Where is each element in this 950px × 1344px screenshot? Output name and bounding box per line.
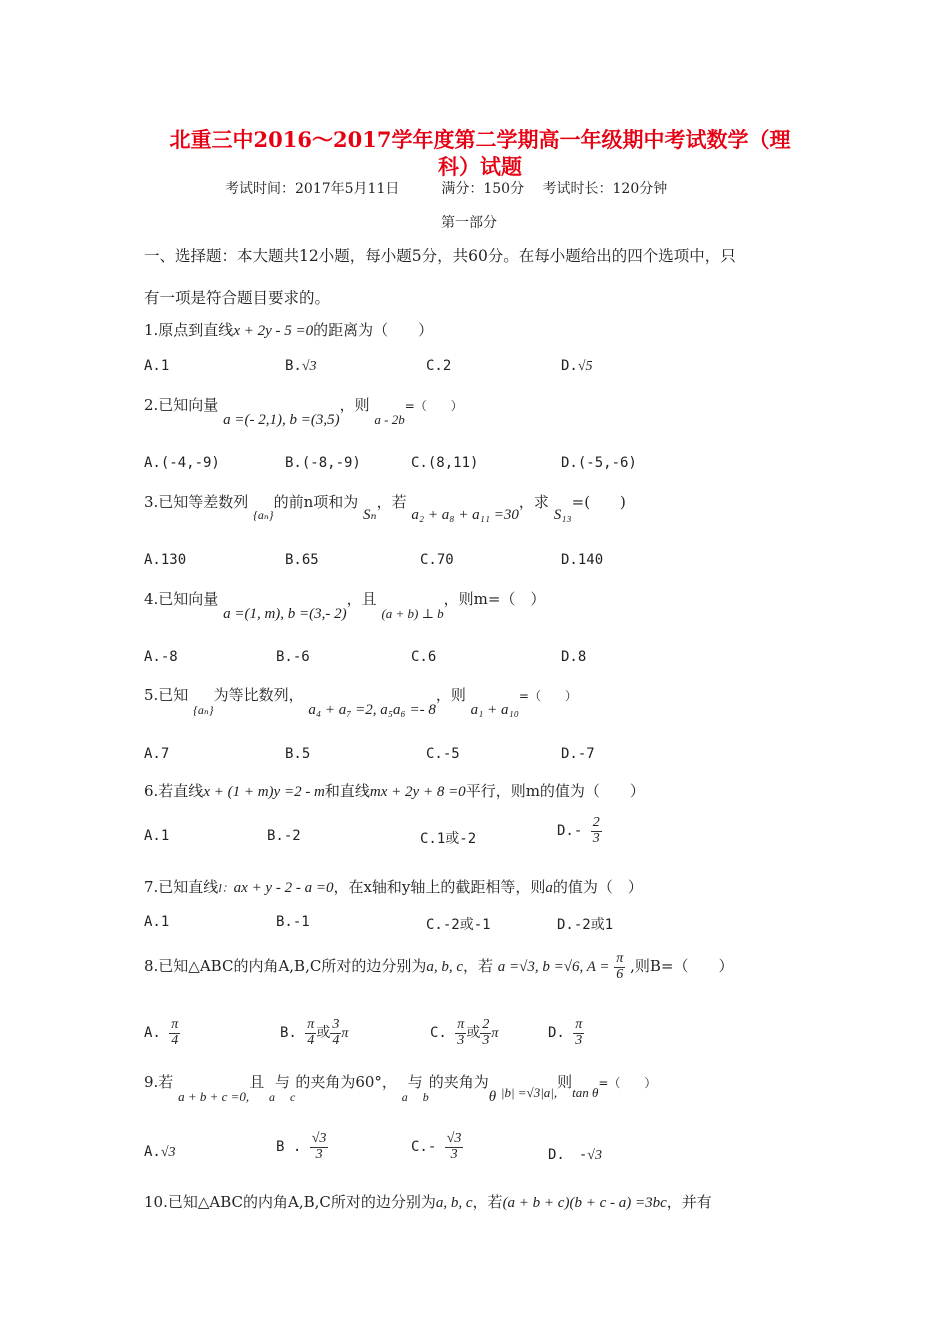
math-expression: a - 2b <box>374 412 405 427</box>
question-mid: ，若 <box>472 1193 503 1211</box>
option-value: √3 <box>301 359 317 374</box>
question-mid: 则 <box>557 1073 573 1091</box>
denominator: 3 <box>592 830 600 846</box>
option-a: A.1 <box>144 828 170 844</box>
question-mid: ，若 <box>463 957 494 976</box>
option-d <box>548 1144 602 1164</box>
denominator: 6 <box>616 966 624 982</box>
question-6 <box>144 780 645 801</box>
numerator: √3 <box>446 1131 462 1146</box>
option-letter: B . <box>276 1139 302 1156</box>
sum-symbol: S₁₃ <box>553 507 572 523</box>
option-a: A.1 <box>144 358 170 374</box>
question-stem: 9.若 <box>144 1073 174 1091</box>
option-c: C.-2或-1 <box>426 917 491 933</box>
question-tail: ，并有 <box>666 1193 712 1211</box>
denominator: 3 <box>482 1032 490 1048</box>
option-c: C.1或-2 <box>420 831 477 847</box>
denominator: 4 <box>171 1032 179 1048</box>
question-stem: 8.已知△ABC的内角A,B,C所对的边分别为 <box>144 957 427 976</box>
option-d: D.8 <box>561 649 587 665</box>
question-mid: 为等比数列， <box>213 686 304 704</box>
math-symbols: a, b, c <box>426 959 463 976</box>
option-a: A.(-4,-9) <box>144 455 220 471</box>
denominator: 3 <box>315 1146 323 1162</box>
option-letter: D. <box>548 1025 565 1042</box>
option-letter: B. <box>280 1025 297 1042</box>
fraction <box>614 952 625 982</box>
question-mid: 与 <box>274 1073 290 1091</box>
fraction <box>573 1018 584 1048</box>
pi-symbol: π <box>491 1026 499 1042</box>
question-mid: ，则 <box>435 686 466 704</box>
exam-title-line1: 北重三中2016～2017学年度第二学期高一年级期中考试数学（理 <box>169 127 791 152</box>
math-expression: a =(1, m), b =(3,- 2) <box>223 606 347 622</box>
option-b: B.5 <box>285 746 311 762</box>
question-tail: =( ) <box>571 493 626 511</box>
option-d <box>548 1018 584 1048</box>
option-letter: C. <box>430 1025 447 1042</box>
exam-title-line2: 科）试题 <box>438 154 522 179</box>
question-mid: 与 <box>407 1073 423 1091</box>
option-value: √5 <box>577 359 593 374</box>
question-3 <box>144 491 626 523</box>
question-stem: 3.已知等差数列 <box>144 493 249 511</box>
numerator: 2 <box>592 815 600 830</box>
math-expression: a =(- 2,1), b =(3,5) <box>223 412 340 428</box>
math-expression: ax + y - 2 - a =0 <box>233 880 334 896</box>
option-c <box>411 1132 463 1162</box>
question-stem: 7.已知直线 <box>144 878 219 896</box>
fraction <box>330 1018 341 1048</box>
section-instructions-line1: 一、选择题：本大题共12小题，每小题5分，共60分。在每小题给出的四个选项中，只 <box>144 247 736 265</box>
numerator: π <box>457 1017 465 1032</box>
math-expression: tan θ <box>572 1085 599 1100</box>
option-d <box>561 358 593 375</box>
question-5 <box>144 684 577 718</box>
math-symbol: a <box>545 880 553 896</box>
option-a <box>144 1018 180 1048</box>
option-d: D.(-5,-6) <box>561 455 637 471</box>
fraction <box>445 1132 464 1162</box>
question-mid: 和直线 <box>324 782 370 800</box>
question-1 <box>144 319 433 340</box>
denominator: 4 <box>332 1032 340 1048</box>
question-tail: 的值为（ ） <box>552 878 643 896</box>
question-stem: 6.若直线 <box>144 782 204 800</box>
option-d <box>557 816 602 846</box>
question-tail: 的距离为（ ） <box>313 321 434 339</box>
line-symbol: l： <box>218 881 234 895</box>
option-a: A.-8 <box>144 649 178 665</box>
question-tail: =（ ） <box>598 1076 657 1090</box>
option-b: B.-2 <box>267 828 301 844</box>
pi-symbol: π <box>341 1026 349 1042</box>
vector-symbol: a <box>401 1090 408 1104</box>
fraction <box>310 1132 329 1162</box>
or-text: 或 <box>316 1025 331 1042</box>
numerator: π <box>575 1017 583 1032</box>
option-b <box>280 1018 348 1048</box>
question-10 <box>144 1191 712 1212</box>
question-stem: 5.已知 <box>144 686 189 704</box>
denominator: 3 <box>457 1032 465 1048</box>
question-mid: ，则 <box>339 396 370 414</box>
fraction <box>455 1018 466 1048</box>
math-expression: a =√3, b =√6, A = <box>497 959 610 976</box>
question-mid: ，且 <box>346 590 377 608</box>
question-tail: ，则m=（ ） <box>443 590 546 608</box>
option-c <box>430 1018 498 1048</box>
question-stem: 2.已知向量 <box>144 396 219 414</box>
option-letter: C.- <box>411 1139 437 1156</box>
question-mid: 的夹角为 <box>428 1073 489 1091</box>
question-tail: ,则B=（ ） <box>630 957 734 976</box>
math-expression: a₄ + a₇ =2, a₅a₆ =- 8 <box>308 702 436 718</box>
question-stem: 1.原点到直线 <box>144 321 234 339</box>
denominator: 4 <box>307 1032 315 1048</box>
option-b: B.(-8,-9) <box>285 455 361 471</box>
option-value: √3 <box>587 1148 602 1163</box>
option-a: A.1 <box>144 914 170 930</box>
vector-symbol: b <box>422 1090 429 1104</box>
option-c: C.-5 <box>426 746 460 762</box>
option-letter: A. <box>144 1025 161 1042</box>
question-2 <box>144 394 463 428</box>
option-letter: B. <box>285 358 302 374</box>
question-mid: ，若 <box>376 493 407 511</box>
question-mid: 的前n项和为 <box>273 493 359 511</box>
math-expression: (a + b + c)(b + c - a) =3bc <box>502 1195 667 1211</box>
numerator: 2 <box>482 1017 490 1032</box>
math-expression: x + 2y - 5 =0 <box>233 323 314 339</box>
sequence-symbol: {aₙ} <box>193 703 214 717</box>
math-expression: a + b + c =0, <box>178 1089 250 1104</box>
question-mid: 且 <box>249 1073 265 1091</box>
option-d: D.-7 <box>561 746 595 762</box>
option-d: D.-2或1 <box>557 917 614 933</box>
option-letter: A. <box>144 1144 161 1160</box>
section-instructions-line2: 有一项是符合题目要求的。 <box>144 289 331 307</box>
question-mid: 的夹角为60°， <box>295 1073 397 1091</box>
option-a <box>144 1144 176 1161</box>
fraction <box>480 1018 491 1048</box>
question-tail: =（ ） <box>404 399 463 413</box>
math-expression: x + (1 + m)y =2 - m <box>203 784 325 800</box>
numerator: π <box>171 1017 179 1032</box>
option-b: B.-1 <box>276 914 310 930</box>
question-4 <box>144 588 546 622</box>
option-value: √3 <box>160 1145 176 1160</box>
option-b: B.-6 <box>276 649 310 665</box>
vector-symbol: a <box>268 1090 275 1104</box>
sequence-symbol: {aₙ} <box>253 508 274 522</box>
question-mid: ，求 <box>518 493 549 511</box>
numerator: 3 <box>332 1017 340 1032</box>
vector-symbol: c <box>290 1090 296 1104</box>
option-letter: D.- <box>557 823 583 840</box>
math-expression: mx + 2y + 8 =0 <box>369 784 466 800</box>
option-letter: D. <box>561 358 578 374</box>
option-c: C.(8,11) <box>411 455 479 471</box>
theta-symbol: θ <box>488 1089 497 1105</box>
option-b: B.65 <box>285 552 319 568</box>
option-c: C.2 <box>426 358 452 374</box>
part-heading: 第一部分 <box>441 215 497 231</box>
fraction <box>169 1018 180 1048</box>
question-tail: 平行，则m的值为（ ） <box>465 782 645 800</box>
option-b <box>285 358 317 375</box>
denominator: 3 <box>450 1146 458 1162</box>
numerator: π <box>616 951 624 966</box>
question-7 <box>144 876 643 897</box>
or-text: 或 <box>466 1025 481 1042</box>
question-9 <box>144 1071 657 1105</box>
option-b <box>276 1132 328 1162</box>
math-expression: (a + b) ⊥ b <box>381 606 444 621</box>
option-a: A.7 <box>144 746 170 762</box>
option-c: C.6 <box>411 649 437 665</box>
math-expression: a₁ + a₁₀ <box>470 702 519 718</box>
question-stem: 4.已知向量 <box>144 590 219 608</box>
math-expression: a₂ + a₈ + a₁₁ =30 <box>411 507 519 523</box>
option-d: D.140 <box>561 552 604 568</box>
numerator: √3 <box>311 1131 327 1146</box>
numerator: π <box>307 1017 315 1032</box>
question-tail: =（ ） <box>518 689 577 703</box>
math-symbols: a, b, c <box>435 1195 473 1211</box>
sum-symbol: Sₙ <box>363 507 377 523</box>
exam-info: 考试时间：2017年5月11日 满分：150分 考试时长：120分钟 <box>225 181 668 197</box>
option-letter: D. - <box>548 1147 588 1163</box>
denominator: 3 <box>575 1032 583 1048</box>
fraction <box>591 816 602 846</box>
fraction <box>305 1018 316 1048</box>
math-expression: |b| =√3|a|, <box>500 1085 558 1100</box>
question-8 <box>144 952 733 982</box>
option-a: A.130 <box>144 552 187 568</box>
question-mid: ，在x轴和y轴上的截距相等，则 <box>333 878 546 896</box>
option-c: C.70 <box>420 552 454 568</box>
question-stem: 10.已知△ABC的内角A,B,C所对的边分别为 <box>144 1193 436 1211</box>
